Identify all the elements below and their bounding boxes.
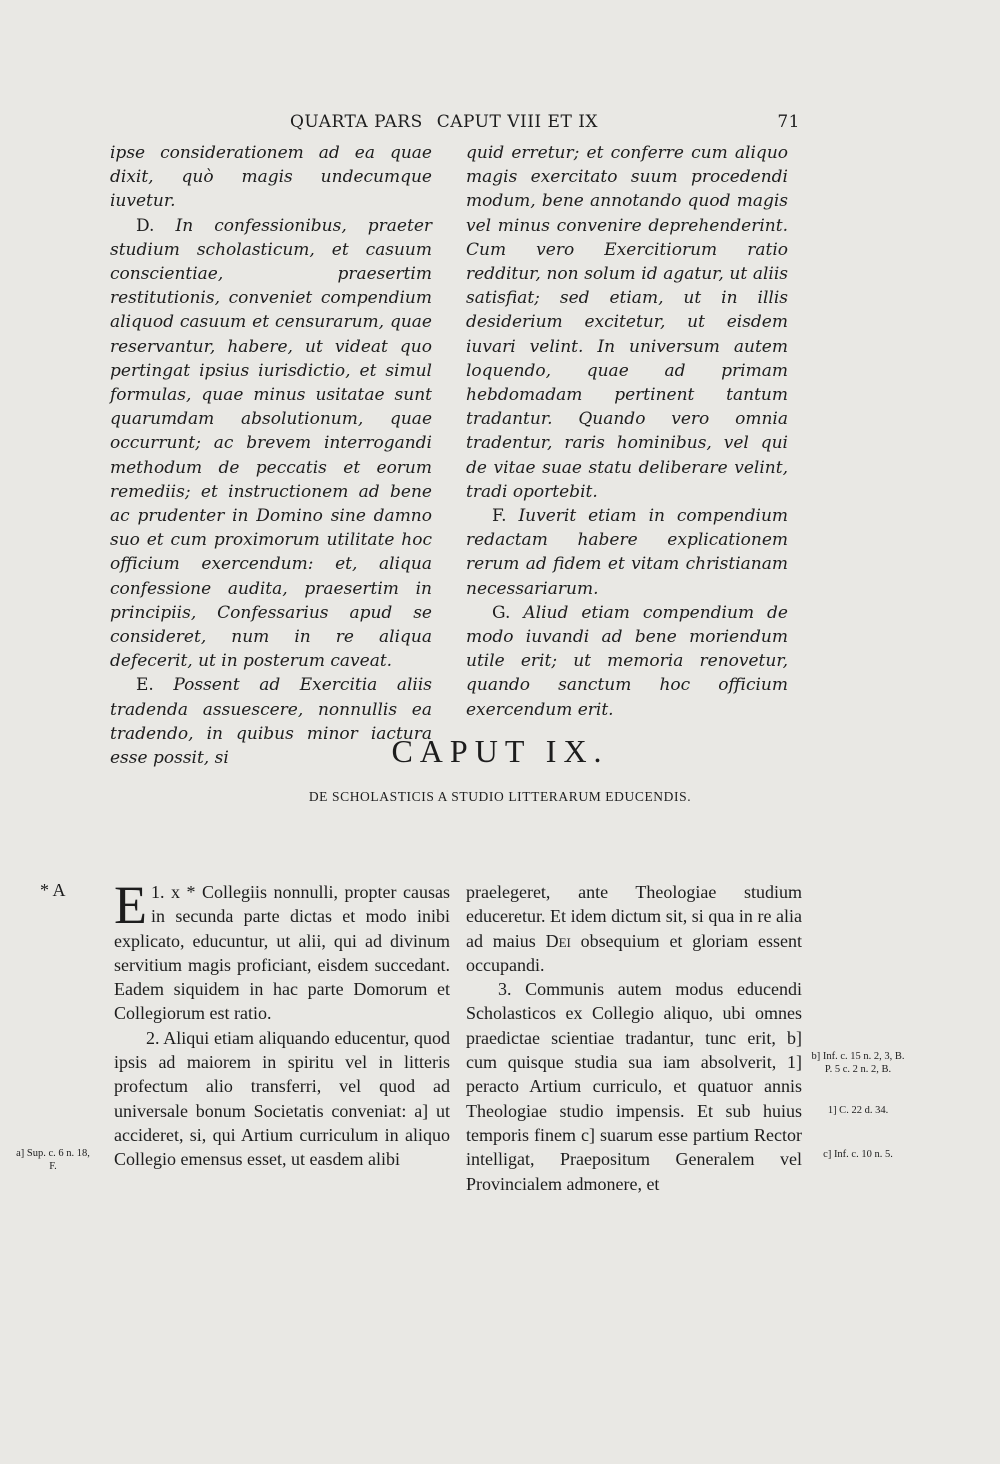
- margin-note-1: 1] C. 22 d. 34.: [827, 1105, 889, 1116]
- paragraph-label: F.: [492, 506, 507, 527]
- running-header: [110, 112, 800, 138]
- margin-note-b: b] Inf. c. 15 n. 2, 3, B. P. 5 c. 2 n. 2, B.: [811, 1051, 905, 1075]
- body-left-column: [114, 875, 451, 1172]
- paragraph-text: x * Collegiis nonnulli, propter causas in secunda parte dictas et modo inibi explicato, educuntur, ut alii, qui ad divinum servitium magis proficiant, eisdem succedant. Eadem siquidem in hac parte Domorum et Collegiorum est ratio.: [114, 882, 451, 1024]
- paragraph-text: Iuverit etiam in compendium redactam habere explicationem rerum ad fidem et vitam christianam necessariarum.: [466, 506, 789, 599]
- left-column: [110, 141, 432, 770]
- chapter-subtitle: DE SCHOLASTICIS A STUDIO LITTERARUM EDUCENDIS.: [308, 789, 692, 804]
- right-paragraph-cont: quid erretur; et conferre cum aliquo magis exercitato suum procedendi modum, bene annotando quod magis vel minus convenire deprehenderint. Cum vero Exercitiorum ratio redditur, non solum id agatur, ut aliis satisfiat; sed etiam, ut in illis desiderium excitetur, ut eisdem iuvari velint. In universum autem loquendo, quae ad primam hebdomadam pertinent tantum tradantur. Quando vero omnia tradentur, raris hominibus, vel qui de vitae suae statu deliberare velint, tradi oportebit.: [466, 143, 788, 502]
- left-paragraph-cont: ipse considerationem ad ea quae dixit, quò magis undecumque iuvetur.: [110, 143, 432, 212]
- margin-note-c: c] Inf. c. 10 n. 5.: [823, 1149, 893, 1160]
- paragraph-number: 1.: [151, 882, 165, 902]
- small-caps-word: Dei: [545, 930, 571, 951]
- paragraph-3: 3. Communis autem modus educendi Scholasticos ex Collegio aliquo, ubi omnes praedictae scientiae tradantur, tunc erit, b] cum quisque studia sua iam absolverit, 1] peracto Artium curriculo, et quatuor annis Theologiae studio impensis. Et sub huius temporis finem c] suarum esse partium Rector intelligat, Praepositum Generalem vel Provincialem admonere, et: [466, 979, 802, 1194]
- drop-cap: E: [114, 875, 147, 935]
- paragraph-label: G.: [492, 602, 511, 623]
- paragraph-2-cont: [466, 880, 802, 977]
- paragraph-d: [110, 214, 432, 674]
- body-right-column: [466, 880, 802, 1196]
- paragraph-label: E.: [136, 675, 154, 696]
- paragraph-text: Aliud etiam compendium de modo iuvandi ad bene moriendum utile erit; ut memoria renovetur, quando sanctum hoc officium exercendum erit.: [466, 602, 788, 720]
- paragraph-2: 2. Aliqui etiam aliquando educentur, quod ipsis ad maiorem in spiritu vel in litteris profectum alio transferri, vel quod ad universale bonum Societatis conveniat: a] ut accideret, si, qui Artium curriculum in aliquo Collegio emensus esset, ut easdem alibi: [114, 1027, 450, 1170]
- paragraph-1: [114, 875, 451, 1026]
- running-title: [290, 112, 598, 132]
- page-number: 71: [777, 112, 800, 132]
- right-column: [466, 141, 788, 722]
- paragraph-label: D.: [136, 215, 155, 236]
- paragraph-text: Possent ad Exercitia aliis tradenda assuescere, nonnullis ea tradendo, in quibus minor iactura esse possit, si: [110, 675, 433, 769]
- header-chapter: CAPUT VIII ET IX: [436, 112, 599, 132]
- margin-marker: * A: [40, 880, 66, 900]
- header-part: QUARTA PARS: [290, 112, 423, 132]
- margin-note-a: a] Sup. c. 6 n. 18, F.: [16, 1148, 90, 1172]
- paragraph-f: [466, 504, 788, 601]
- chapter-title: CAPUT IX.: [391, 733, 609, 769]
- paragraph-text: In confessionibus, praeter studium scholasticum, et casuum conscientiae, praesertim restitutionis, conveniet compendium aliquod casuum et censurarum, quae reservantur, habere, ut videat quo pertingat ipsius iurisdictio, et simul formulas, quae minus usitatae sunt quarumdam absolutionum, quae occurrunt; ac brevem interrogandi methodum de peccatis et eorum remediis; et instructionem ad bene ac prudenter in Domino sine damno suo et cum proximorum utilitate hoc officium exercendum: et, aliqua confessione audita, praesertim in principiis, Confessarius apud se consideret, num in re aliqua defecerit, ut in posterum caveat.: [110, 215, 433, 672]
- paragraph-text: praelegeret, ante Theologiae studium educeretur. Et idem dictum sit, si qua in re alia ad maius: [466, 882, 802, 951]
- paragraph-g: [466, 601, 788, 722]
- paragraph-text: obsequium et gloriam essent occupandi.: [466, 930, 802, 975]
